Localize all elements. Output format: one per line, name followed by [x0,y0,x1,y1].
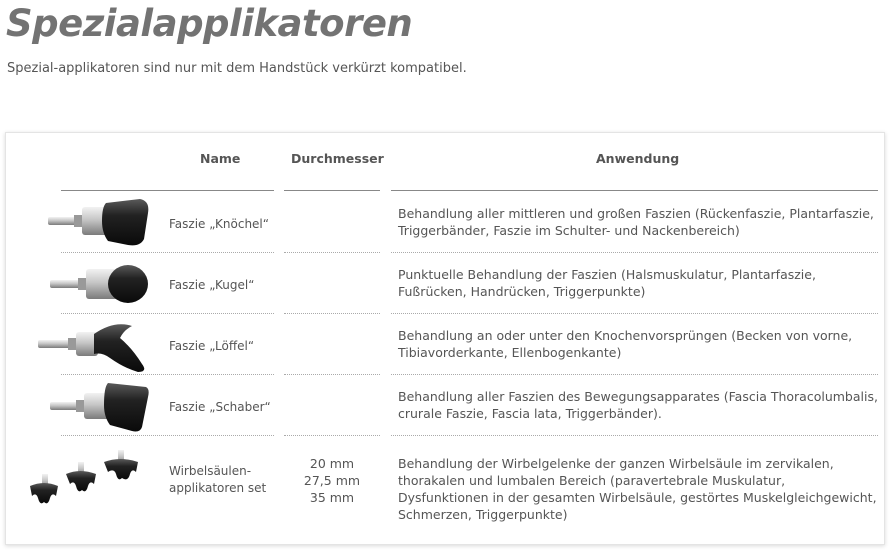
applicator-application: Behandlung an oder unter den Knochenvorsprüngen (Becken von vorne, Tibiavorderkante, Ellenbogenkante) [398,328,853,360]
table-row [6,191,884,253]
header-diameter: Durchmesser [291,151,384,166]
applicator-wirbelsaeule-set-image [22,446,162,508]
applicator-application: Behandlung der Wirbelgelenke der ganzen Wirbelsäule im zervikalen, thorakalen und lumbalen Bereich (paravertebrale Muskulatur, Dysfunktionen in der gesamten Wirbelsäule, gestörtes Muskelgleichgewicht, Schmerzen, Triggerpunkte) [398,456,877,522]
diameter-value: 20 mm [309,456,355,471]
applicator-table [5,132,885,545]
header-name: Name [200,151,241,166]
applicator-name: Faszie „Kugel“ [169,278,255,292]
applicator-application: Behandlung aller Faszien des Bewegungsapparates (Fascia Thoracolumbalis, crurale Faszie, Fascia lata, Triggerbänder). [398,389,878,421]
table-row [6,375,884,436]
page-title: Spezialapplikatoren [6,2,413,45]
applicator-name: Faszie „Schaber“ [169,400,271,414]
table-row [6,253,884,314]
diameter-value: 35 mm [309,490,355,505]
applicator-name [169,463,266,497]
applicator-application: Behandlung aller mittleren und großen Faszien (Rückenfaszie, Plantarfaszie, Triggerbänder, Faszie im Schulter- und Nackenbereich) [398,206,874,238]
applicator-knoechel-image [28,193,158,251]
applicator-kugel-image [28,255,158,313]
applicator-application: Punktuelle Behandlung der Faszien (Halsmuskulatur, Plantarfaszie, Fußrücken, Handrücken, Triggerpunkte) [398,267,816,299]
table-row [6,314,884,375]
applicator-name: Faszie „Knöchel“ [169,217,269,231]
applicator-name: Faszie „Löffel“ [169,339,255,353]
applicator-name-line: Wirbelsäulen- [169,464,252,478]
diameter-value: 27,5 mm [303,473,361,488]
table-row [6,436,884,536]
applicator-schaber-image [28,377,158,435]
header-application: Anwendung [596,151,680,166]
applicator-loeffel-image [28,316,158,374]
page-subtitle: Spezial-applikatoren sind nur mit dem Handstück verkürzt kompatibel. [7,61,467,76]
applicator-name-line: applikatoren set [169,481,267,495]
applicator-diameters [284,455,380,506]
